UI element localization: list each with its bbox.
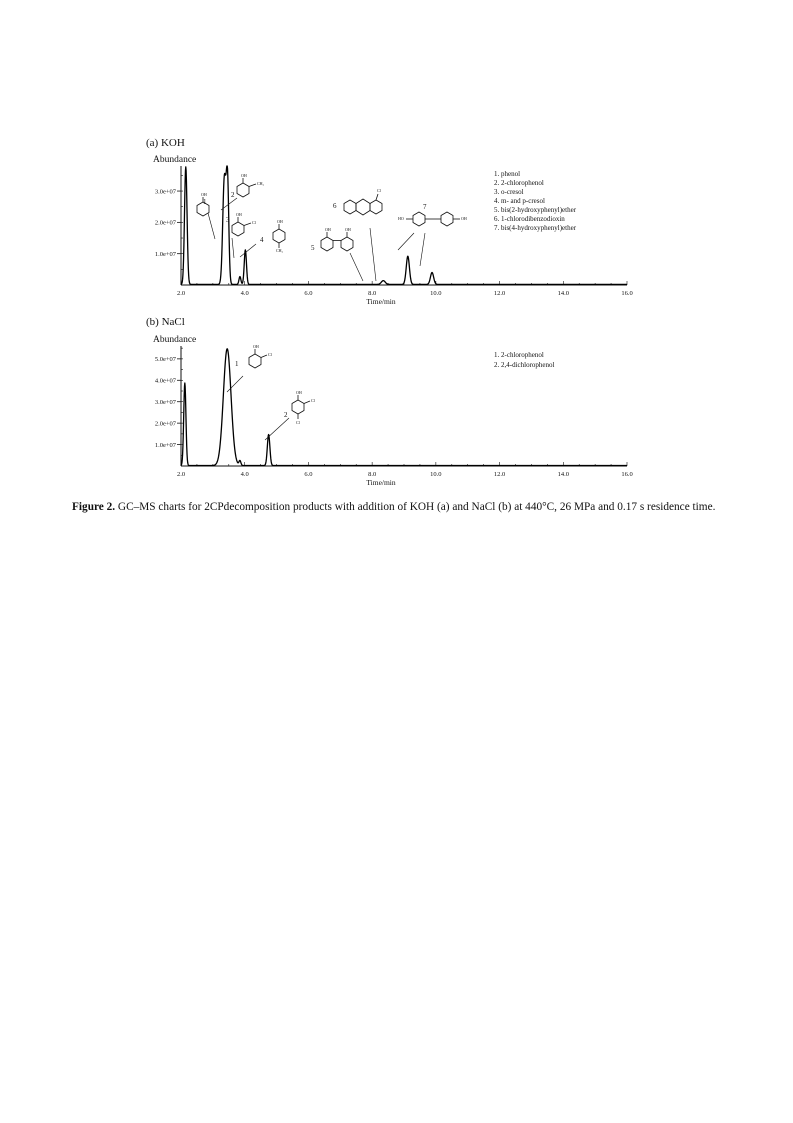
panel-a-peak-label-2: 2 [231, 191, 235, 199]
panel-a-peak-label-1: 1 [203, 198, 207, 206]
panel-b-ytick-label: 3.0e+07 [154, 398, 176, 406]
panel-b-label: (b) NaCl [146, 316, 185, 328]
b-dichlorophenol-ring [292, 400, 304, 414]
panel-b-xtick-label: 10.0 [430, 471, 442, 478]
panel-b-ytick-label: 5.0e+07 [154, 356, 176, 364]
b-dcp-oh-label: OH [296, 390, 302, 395]
panel-b-nacl [146, 316, 633, 487]
panel-a-legend-3: 3. o-cresol [494, 188, 524, 196]
panel-b-ylabel: Abundance [153, 335, 197, 345]
pcresol-ch3-label: CH₃ [276, 248, 283, 253]
cp-ch3-label: CH₃ [257, 181, 264, 186]
panel-b-ytick-label: 4.0e+07 [154, 377, 176, 385]
panel-a-xtick-label: 8.0 [368, 290, 377, 297]
pcresol-oh-label: OH [277, 219, 283, 224]
bisphenol-ring-right [441, 212, 453, 226]
panel-a-xtick-label: 2.0 [176, 290, 186, 297]
dioxin-ring-right [370, 200, 382, 214]
panel-a-peak-label-5: 5 [311, 244, 315, 252]
panel-b-xtick-label: 12.0 [493, 471, 506, 478]
cresol-ring [232, 222, 244, 236]
panel-b-xtick-label: 4.0 [240, 471, 249, 478]
panel-b-chromatogram-trace [181, 349, 627, 466]
panel-a-peak-label-6: 6 [333, 202, 337, 210]
bisphenol-oh-label: OH [461, 216, 467, 221]
panel-b-legend-1: 1. 2-chlorophenol [494, 351, 544, 359]
cresol-oh-label: OH [236, 212, 242, 217]
cresol-cl-label: Cl [252, 220, 256, 225]
panel-a-ytick-label: 3.0e+07 [154, 188, 176, 196]
dioxin-cl-label: Cl [377, 188, 381, 193]
panel-b-ytick-label: 1.0e+07 [154, 441, 176, 449]
panel-b-xtick-label: 14.0 [557, 471, 569, 478]
panel-a-ytick-label: 2.0e+07 [154, 219, 176, 227]
panel-a-legend-2: 2. 2-chlorophenol [494, 179, 544, 187]
panel-a-label: (a) KOH [146, 137, 185, 149]
ether-oh-right-label: OH [345, 227, 351, 232]
panel-b-legend-2: 2. 2,4-dichlorophenol [494, 361, 555, 369]
b-dcp-cl4-label: Cl [296, 420, 300, 425]
panel-b-xtick-label: 8.0 [368, 471, 377, 478]
phenol-oh-label: OH [201, 192, 207, 197]
panel-a-xtick-label: 6.0 [304, 290, 313, 297]
panel-b-structures [249, 349, 310, 419]
b-cp-oh-label: OH [253, 344, 259, 349]
panel-a-xtick-label: 12.0 [493, 290, 506, 297]
panel-a-ylabel: Abundance [153, 155, 197, 165]
panel-b-leader-lines [227, 376, 289, 440]
panel-a-xtick-label: 14.0 [557, 290, 569, 297]
panel-a-legend-5: 5. bis(2-hydroxyphenyl)ether [494, 206, 577, 214]
ether-ring-right [341, 237, 353, 251]
figure-caption [72, 500, 724, 515]
panel-b-xtick-label: 16.0 [621, 471, 633, 478]
panel-a-xtick-label: 4.0 [240, 290, 249, 297]
b-dcp-cl2-label: Cl [311, 398, 315, 403]
panel-a-legend-6: 6. 1-chlorodibenzodioxin [494, 215, 565, 223]
panel-a-legend-1: 1. phenol [494, 170, 521, 178]
panel-b-peak-label-2: 2 [284, 411, 288, 419]
panel-a-xtick-label: 10.0 [430, 290, 442, 297]
panel-a-koh [146, 137, 633, 306]
caption-text: GC–MS charts for 2CPdecomposition products with addition of KOH (a) and NaCl (b) at 440°C, 26 MPa and 0.17 s residence time. [115, 501, 716, 513]
panel-b-xlabel: Time/min [366, 478, 396, 487]
caption-label: Figure 2. [72, 501, 116, 513]
panel-a-legend-7: 7. bis(4-hydroxyphenyl)ether [494, 224, 577, 232]
b-cp-cl-label: Cl [268, 352, 272, 357]
ether-oh-left-label: OH [325, 227, 331, 232]
panel-a-ytick-label: 1.0e+07 [154, 250, 176, 258]
panel-b-xtick-label: 2.0 [176, 471, 186, 478]
panel-a-peak-label-7: 7 [423, 203, 427, 211]
panel-b-ytick-label: 2.0e+07 [154, 420, 176, 428]
panel-a-xlabel: Time/min [366, 297, 396, 306]
dioxin-ring-left [344, 200, 356, 214]
panel-a-leader-lines [208, 198, 425, 281]
bisphenol-ho-label: HO [398, 216, 404, 221]
panel-a-structure-labels [201, 173, 467, 253]
panel-b-xtick-label: 6.0 [304, 471, 313, 478]
panel-a-peak-label-3: 3 [226, 216, 230, 224]
chlorophenol-ring-a [237, 183, 249, 197]
bisphenol-ring-left [413, 212, 425, 226]
ether-ring-left [321, 237, 333, 251]
panel-b-minor-ticks [181, 348, 627, 466]
dioxin-center [356, 199, 370, 215]
p-cresol-ring [273, 229, 285, 243]
cp-oh-label: OH [241, 173, 247, 178]
panel-b-peak-label-1: 1 [235, 360, 239, 368]
panel-a-peak-label-4: 4 [260, 236, 264, 244]
panel-a-legend-4: 4. m- and p-cresol [494, 197, 545, 205]
panel-a-xtick-label: 16.0 [621, 290, 633, 297]
b-chlorophenol-ring [249, 354, 261, 368]
